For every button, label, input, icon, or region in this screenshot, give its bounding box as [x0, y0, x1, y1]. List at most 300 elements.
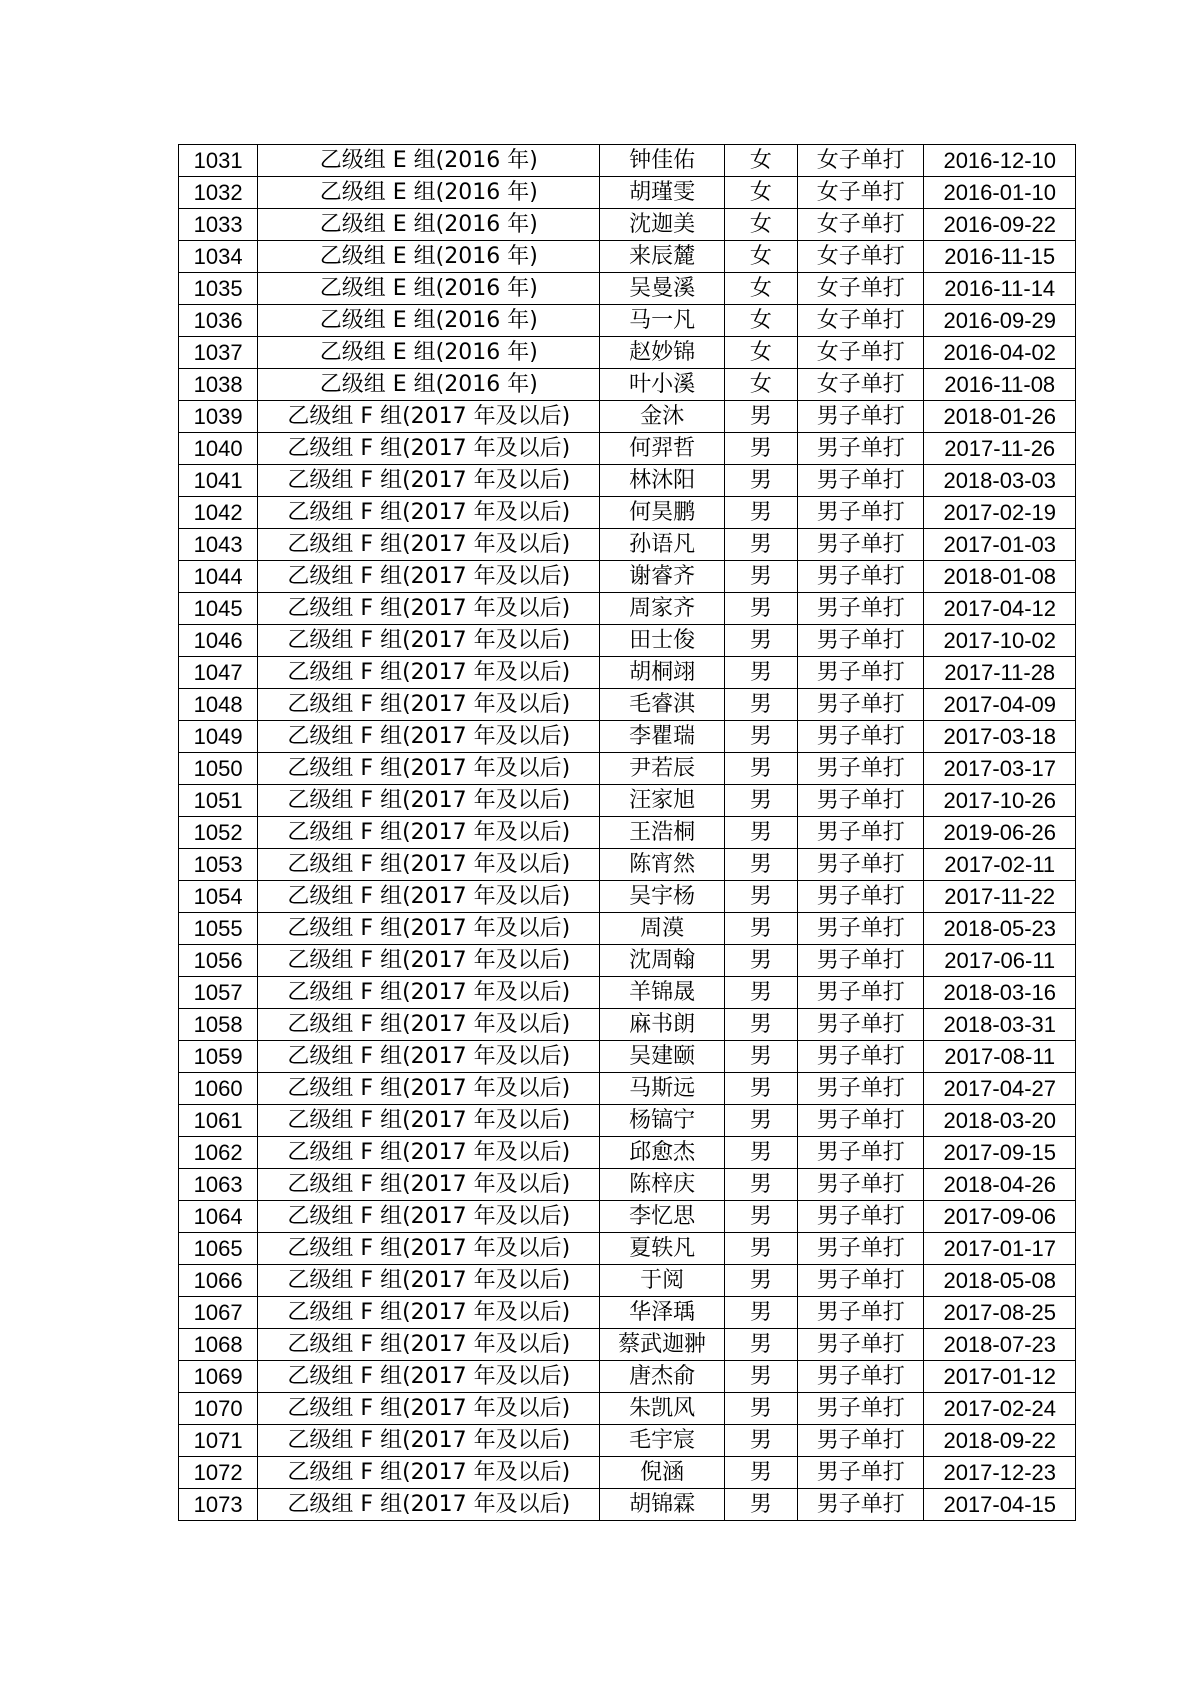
birth-date-cell: 2016-11-14 — [924, 273, 1076, 305]
entry-number-cell: 1064 — [179, 1201, 258, 1233]
player-name-cell: 吴宇杨 — [600, 881, 724, 913]
player-name-cell: 周漠 — [600, 913, 724, 945]
entry-number-cell: 1032 — [179, 177, 258, 209]
gender-cell: 男 — [724, 657, 797, 689]
age-group-cell: 乙级组 F 组(2017 年及以后) — [258, 1457, 600, 1489]
gender-cell: 女 — [724, 337, 797, 369]
event-cell: 男子单打 — [798, 1201, 924, 1233]
entry-number-cell: 1069 — [179, 1361, 258, 1393]
gender-cell: 男 — [724, 1041, 797, 1073]
player-name-cell: 林沐阳 — [600, 465, 724, 497]
player-name-cell: 叶小溪 — [600, 369, 724, 401]
entry-number-cell: 1038 — [179, 369, 258, 401]
gender-cell: 男 — [724, 1329, 797, 1361]
table-row — [179, 785, 1076, 817]
table-row — [179, 1073, 1076, 1105]
gender-cell: 男 — [724, 1169, 797, 1201]
event-cell: 男子单打 — [798, 1297, 924, 1329]
birth-date-cell: 2017-12-23 — [924, 1457, 1076, 1489]
player-name-cell: 汪家旭 — [600, 785, 724, 817]
gender-cell: 男 — [724, 945, 797, 977]
entry-number-cell: 1044 — [179, 561, 258, 593]
entry-number-cell: 1056 — [179, 945, 258, 977]
event-cell: 男子单打 — [798, 1361, 924, 1393]
event-cell: 男子单打 — [798, 753, 924, 785]
age-group-cell: 乙级组 F 组(2017 年及以后) — [258, 945, 600, 977]
player-name-cell: 钟佳佑 — [600, 145, 724, 177]
event-cell: 男子单打 — [798, 1137, 924, 1169]
birth-date-cell: 2017-08-11 — [924, 1041, 1076, 1073]
birth-date-cell: 2018-01-26 — [924, 401, 1076, 433]
table-row — [179, 433, 1076, 465]
birth-date-cell: 2017-08-25 — [924, 1297, 1076, 1329]
birth-date-cell: 2017-01-17 — [924, 1233, 1076, 1265]
age-group-cell: 乙级组 E 组(2016 年) — [258, 305, 600, 337]
age-group-cell: 乙级组 F 组(2017 年及以后) — [258, 721, 600, 753]
player-name-cell: 马斯远 — [600, 1073, 724, 1105]
table-row — [179, 529, 1076, 561]
age-group-cell: 乙级组 F 组(2017 年及以后) — [258, 1361, 600, 1393]
birth-date-cell: 2017-04-15 — [924, 1489, 1076, 1521]
player-name-cell: 朱凯风 — [600, 1393, 724, 1425]
player-name-cell: 孙语凡 — [600, 529, 724, 561]
birth-date-cell: 2017-04-27 — [924, 1073, 1076, 1105]
birth-date-cell: 2017-10-26 — [924, 785, 1076, 817]
entry-number-cell: 1035 — [179, 273, 258, 305]
entry-number-cell: 1034 — [179, 241, 258, 273]
gender-cell: 男 — [724, 1009, 797, 1041]
player-name-cell: 田士俊 — [600, 625, 724, 657]
event-cell: 男子单打 — [798, 913, 924, 945]
birth-date-cell: 2018-01-08 — [924, 561, 1076, 593]
birth-date-cell: 2018-03-31 — [924, 1009, 1076, 1041]
table-row — [179, 849, 1076, 881]
birth-date-cell: 2017-11-22 — [924, 881, 1076, 913]
gender-cell: 男 — [724, 1137, 797, 1169]
gender-cell: 男 — [724, 561, 797, 593]
birth-date-cell: 2016-09-22 — [924, 209, 1076, 241]
table-row — [179, 689, 1076, 721]
entry-number-cell: 1041 — [179, 465, 258, 497]
player-name-cell: 毛宇宸 — [600, 1425, 724, 1457]
gender-cell: 男 — [724, 1361, 797, 1393]
player-name-cell: 华泽瑀 — [600, 1297, 724, 1329]
entry-number-cell: 1063 — [179, 1169, 258, 1201]
entry-number-cell: 1057 — [179, 977, 258, 1009]
event-cell: 男子单打 — [798, 1265, 924, 1297]
age-group-cell: 乙级组 F 组(2017 年及以后) — [258, 817, 600, 849]
age-group-cell: 乙级组 F 组(2017 年及以后) — [258, 1073, 600, 1105]
player-roster-table — [178, 144, 1076, 1521]
player-name-cell: 李忆思 — [600, 1201, 724, 1233]
birth-date-cell: 2017-04-12 — [924, 593, 1076, 625]
entry-number-cell: 1050 — [179, 753, 258, 785]
event-cell: 女子单打 — [798, 241, 924, 273]
entry-number-cell: 1072 — [179, 1457, 258, 1489]
player-name-cell: 李瞿瑞 — [600, 721, 724, 753]
entry-number-cell: 1068 — [179, 1329, 258, 1361]
roster-body — [179, 145, 1076, 1521]
gender-cell: 女 — [724, 273, 797, 305]
gender-cell: 男 — [724, 1105, 797, 1137]
event-cell: 女子单打 — [798, 209, 924, 241]
birth-date-cell: 2018-03-16 — [924, 977, 1076, 1009]
player-name-cell: 谢睿齐 — [600, 561, 724, 593]
age-group-cell: 乙级组 F 组(2017 年及以后) — [258, 625, 600, 657]
table-row — [179, 1425, 1076, 1457]
player-name-cell: 蔡武迦翀 — [600, 1329, 724, 1361]
event-cell: 男子单打 — [798, 689, 924, 721]
entry-number-cell: 1058 — [179, 1009, 258, 1041]
event-cell: 男子单打 — [798, 1169, 924, 1201]
table-row — [179, 1233, 1076, 1265]
table-row — [179, 881, 1076, 913]
entry-number-cell: 1042 — [179, 497, 258, 529]
event-cell: 男子单打 — [798, 785, 924, 817]
entry-number-cell: 1059 — [179, 1041, 258, 1073]
event-cell: 女子单打 — [798, 145, 924, 177]
table-row — [179, 1393, 1076, 1425]
age-group-cell: 乙级组 F 组(2017 年及以后) — [258, 1041, 600, 1073]
player-name-cell: 来辰麓 — [600, 241, 724, 273]
gender-cell: 男 — [724, 721, 797, 753]
birth-date-cell: 2017-02-11 — [924, 849, 1076, 881]
table-row — [179, 1265, 1076, 1297]
birth-date-cell: 2018-09-22 — [924, 1425, 1076, 1457]
player-name-cell: 吴建颐 — [600, 1041, 724, 1073]
player-name-cell: 麻书朗 — [600, 1009, 724, 1041]
birth-date-cell: 2016-11-15 — [924, 241, 1076, 273]
gender-cell: 男 — [724, 497, 797, 529]
age-group-cell: 乙级组 E 组(2016 年) — [258, 145, 600, 177]
age-group-cell: 乙级组 E 组(2016 年) — [258, 369, 600, 401]
gender-cell: 男 — [724, 1265, 797, 1297]
player-name-cell: 毛睿淇 — [600, 689, 724, 721]
table-row — [179, 369, 1076, 401]
event-cell: 男子单打 — [798, 1329, 924, 1361]
gender-cell: 男 — [724, 913, 797, 945]
age-group-cell: 乙级组 F 组(2017 年及以后) — [258, 849, 600, 881]
entry-number-cell: 1053 — [179, 849, 258, 881]
gender-cell: 男 — [724, 465, 797, 497]
age-group-cell: 乙级组 E 组(2016 年) — [258, 209, 600, 241]
event-cell: 女子单打 — [798, 305, 924, 337]
age-group-cell: 乙级组 F 组(2017 年及以后) — [258, 785, 600, 817]
entry-number-cell: 1045 — [179, 593, 258, 625]
gender-cell: 男 — [724, 849, 797, 881]
player-name-cell: 何羿哲 — [600, 433, 724, 465]
entry-number-cell: 1070 — [179, 1393, 258, 1425]
table-row — [179, 497, 1076, 529]
age-group-cell: 乙级组 F 组(2017 年及以后) — [258, 401, 600, 433]
event-cell: 男子单打 — [798, 849, 924, 881]
entry-number-cell: 1073 — [179, 1489, 258, 1521]
event-cell: 女子单打 — [798, 177, 924, 209]
age-group-cell: 乙级组 F 组(2017 年及以后) — [258, 657, 600, 689]
entry-number-cell: 1051 — [179, 785, 258, 817]
player-name-cell: 吴曼溪 — [600, 273, 724, 305]
entry-number-cell: 1065 — [179, 1233, 258, 1265]
player-name-cell: 金沐 — [600, 401, 724, 433]
entry-number-cell: 1060 — [179, 1073, 258, 1105]
gender-cell: 女 — [724, 241, 797, 273]
birth-date-cell: 2017-01-03 — [924, 529, 1076, 561]
birth-date-cell: 2017-10-02 — [924, 625, 1076, 657]
table-row — [179, 913, 1076, 945]
table-row — [179, 241, 1076, 273]
entry-number-cell: 1071 — [179, 1425, 258, 1457]
player-name-cell: 陈梓庆 — [600, 1169, 724, 1201]
event-cell: 男子单打 — [798, 1041, 924, 1073]
event-cell: 男子单打 — [798, 657, 924, 689]
table-row — [179, 1329, 1076, 1361]
birth-date-cell: 2017-04-09 — [924, 689, 1076, 721]
gender-cell: 男 — [724, 593, 797, 625]
birth-date-cell: 2018-04-26 — [924, 1169, 1076, 1201]
table-row — [179, 945, 1076, 977]
player-name-cell: 陈宵然 — [600, 849, 724, 881]
age-group-cell: 乙级组 F 组(2017 年及以后) — [258, 1105, 600, 1137]
gender-cell: 男 — [724, 1073, 797, 1105]
table-row — [179, 465, 1076, 497]
event-cell: 男子单打 — [798, 561, 924, 593]
birth-date-cell: 2018-03-20 — [924, 1105, 1076, 1137]
age-group-cell: 乙级组 F 组(2017 年及以后) — [258, 881, 600, 913]
entry-number-cell: 1067 — [179, 1297, 258, 1329]
birth-date-cell: 2017-03-18 — [924, 721, 1076, 753]
entry-number-cell: 1031 — [179, 145, 258, 177]
gender-cell: 男 — [724, 785, 797, 817]
entry-number-cell: 1062 — [179, 1137, 258, 1169]
event-cell: 男子单打 — [798, 1233, 924, 1265]
event-cell: 男子单打 — [798, 1489, 924, 1521]
entry-number-cell: 1046 — [179, 625, 258, 657]
gender-cell: 男 — [724, 401, 797, 433]
age-group-cell: 乙级组 F 组(2017 年及以后) — [258, 1265, 600, 1297]
table-row — [179, 145, 1076, 177]
event-cell: 男子单打 — [798, 529, 924, 561]
gender-cell: 男 — [724, 529, 797, 561]
player-name-cell: 邱愈杰 — [600, 1137, 724, 1169]
age-group-cell: 乙级组 F 组(2017 年及以后) — [258, 689, 600, 721]
entry-number-cell: 1040 — [179, 433, 258, 465]
birth-date-cell: 2017-09-15 — [924, 1137, 1076, 1169]
birth-date-cell: 2017-02-19 — [924, 497, 1076, 529]
event-cell: 男子单打 — [798, 881, 924, 913]
gender-cell: 男 — [724, 1457, 797, 1489]
event-cell: 男子单打 — [798, 817, 924, 849]
entry-number-cell: 1049 — [179, 721, 258, 753]
event-cell: 男子单打 — [798, 401, 924, 433]
entry-number-cell: 1043 — [179, 529, 258, 561]
gender-cell: 男 — [724, 1393, 797, 1425]
age-group-cell: 乙级组 F 组(2017 年及以后) — [258, 433, 600, 465]
age-group-cell: 乙级组 F 组(2017 年及以后) — [258, 1009, 600, 1041]
player-name-cell: 尹若辰 — [600, 753, 724, 785]
entry-number-cell: 1039 — [179, 401, 258, 433]
table-row — [179, 657, 1076, 689]
gender-cell: 男 — [724, 1425, 797, 1457]
player-name-cell: 胡瑾雯 — [600, 177, 724, 209]
table-row — [179, 337, 1076, 369]
event-cell: 女子单打 — [798, 369, 924, 401]
player-name-cell: 唐杰俞 — [600, 1361, 724, 1393]
player-name-cell: 沈迦美 — [600, 209, 724, 241]
birth-date-cell: 2018-07-23 — [924, 1329, 1076, 1361]
entry-number-cell: 1033 — [179, 209, 258, 241]
gender-cell: 男 — [724, 753, 797, 785]
event-cell: 男子单打 — [798, 721, 924, 753]
gender-cell: 男 — [724, 433, 797, 465]
table-row — [179, 593, 1076, 625]
birth-date-cell: 2017-11-28 — [924, 657, 1076, 689]
age-group-cell: 乙级组 E 组(2016 年) — [258, 241, 600, 273]
table-row — [179, 1137, 1076, 1169]
player-name-cell: 马一凡 — [600, 305, 724, 337]
event-cell: 男子单打 — [798, 1009, 924, 1041]
entry-number-cell: 1047 — [179, 657, 258, 689]
table-row — [179, 1457, 1076, 1489]
birth-date-cell: 2017-03-17 — [924, 753, 1076, 785]
age-group-cell: 乙级组 F 组(2017 年及以后) — [258, 1297, 600, 1329]
birth-date-cell: 2016-12-10 — [924, 145, 1076, 177]
gender-cell: 男 — [724, 1297, 797, 1329]
entry-number-cell: 1061 — [179, 1105, 258, 1137]
event-cell: 男子单打 — [798, 1457, 924, 1489]
age-group-cell: 乙级组 F 组(2017 年及以后) — [258, 913, 600, 945]
table-row — [179, 1169, 1076, 1201]
table-row — [179, 1009, 1076, 1041]
table-row — [179, 817, 1076, 849]
player-name-cell: 沈周翰 — [600, 945, 724, 977]
event-cell: 男子单打 — [798, 593, 924, 625]
age-group-cell: 乙级组 F 组(2017 年及以后) — [258, 1169, 600, 1201]
table-row — [179, 753, 1076, 785]
gender-cell: 女 — [724, 305, 797, 337]
player-name-cell: 羊锦晟 — [600, 977, 724, 1009]
age-group-cell: 乙级组 F 组(2017 年及以后) — [258, 561, 600, 593]
birth-date-cell: 2019-06-26 — [924, 817, 1076, 849]
event-cell: 男子单打 — [798, 1425, 924, 1457]
event-cell: 男子单打 — [798, 497, 924, 529]
gender-cell: 男 — [724, 977, 797, 1009]
player-name-cell: 周家齐 — [600, 593, 724, 625]
gender-cell: 女 — [724, 209, 797, 241]
table-row — [179, 721, 1076, 753]
birth-date-cell: 2017-02-24 — [924, 1393, 1076, 1425]
table-row — [179, 1041, 1076, 1073]
entry-number-cell: 1052 — [179, 817, 258, 849]
age-group-cell: 乙级组 E 组(2016 年) — [258, 337, 600, 369]
table-row — [179, 177, 1076, 209]
player-name-cell: 胡桐翊 — [600, 657, 724, 689]
entry-number-cell: 1055 — [179, 913, 258, 945]
table-row — [179, 1489, 1076, 1521]
birth-date-cell: 2016-04-02 — [924, 337, 1076, 369]
player-name-cell: 王浩桐 — [600, 817, 724, 849]
age-group-cell: 乙级组 F 组(2017 年及以后) — [258, 465, 600, 497]
birth-date-cell: 2018-05-23 — [924, 913, 1076, 945]
table-row — [179, 625, 1076, 657]
table-row — [179, 209, 1076, 241]
birth-date-cell: 2016-11-08 — [924, 369, 1076, 401]
player-name-cell: 杨镐宁 — [600, 1105, 724, 1137]
player-name-cell: 何昊鹏 — [600, 497, 724, 529]
event-cell: 女子单打 — [798, 337, 924, 369]
event-cell: 女子单打 — [798, 273, 924, 305]
table-row — [179, 561, 1076, 593]
gender-cell: 男 — [724, 625, 797, 657]
gender-cell: 男 — [724, 881, 797, 913]
gender-cell: 男 — [724, 689, 797, 721]
age-group-cell: 乙级组 F 组(2017 年及以后) — [258, 1329, 600, 1361]
birth-date-cell: 2017-11-26 — [924, 433, 1076, 465]
event-cell: 男子单打 — [798, 625, 924, 657]
event-cell: 男子单打 — [798, 433, 924, 465]
age-group-cell: 乙级组 F 组(2017 年及以后) — [258, 1201, 600, 1233]
gender-cell: 男 — [724, 1489, 797, 1521]
event-cell: 男子单打 — [798, 1073, 924, 1105]
table-row — [179, 401, 1076, 433]
table-row — [179, 273, 1076, 305]
entry-number-cell: 1066 — [179, 1265, 258, 1297]
birth-date-cell: 2017-06-11 — [924, 945, 1076, 977]
gender-cell: 男 — [724, 817, 797, 849]
table-row — [179, 305, 1076, 337]
entry-number-cell: 1054 — [179, 881, 258, 913]
player-name-cell: 赵妙锦 — [600, 337, 724, 369]
birth-date-cell: 2017-09-06 — [924, 1201, 1076, 1233]
event-cell: 男子单打 — [798, 1393, 924, 1425]
gender-cell: 女 — [724, 177, 797, 209]
age-group-cell: 乙级组 F 组(2017 年及以后) — [258, 1137, 600, 1169]
age-group-cell: 乙级组 F 组(2017 年及以后) — [258, 497, 600, 529]
player-name-cell: 倪涵 — [600, 1457, 724, 1489]
event-cell: 男子单打 — [798, 1105, 924, 1137]
birth-date-cell: 2018-05-08 — [924, 1265, 1076, 1297]
player-name-cell: 于阅 — [600, 1265, 724, 1297]
age-group-cell: 乙级组 F 组(2017 年及以后) — [258, 753, 600, 785]
table-row — [179, 1297, 1076, 1329]
age-group-cell: 乙级组 E 组(2016 年) — [258, 177, 600, 209]
table-row — [179, 1105, 1076, 1137]
player-name-cell: 胡锦霖 — [600, 1489, 724, 1521]
event-cell: 男子单打 — [798, 977, 924, 1009]
table-row — [179, 977, 1076, 1009]
birth-date-cell: 2018-03-03 — [924, 465, 1076, 497]
age-group-cell: 乙级组 F 组(2017 年及以后) — [258, 593, 600, 625]
event-cell: 男子单打 — [798, 465, 924, 497]
player-name-cell: 夏轶凡 — [600, 1233, 724, 1265]
age-group-cell: 乙级组 F 组(2017 年及以后) — [258, 1233, 600, 1265]
birth-date-cell: 2017-01-12 — [924, 1361, 1076, 1393]
table-row — [179, 1361, 1076, 1393]
gender-cell: 男 — [724, 1233, 797, 1265]
table-row — [179, 1201, 1076, 1233]
birth-date-cell: 2016-09-29 — [924, 305, 1076, 337]
event-cell: 男子单打 — [798, 945, 924, 977]
entry-number-cell: 1048 — [179, 689, 258, 721]
age-group-cell: 乙级组 E 组(2016 年) — [258, 273, 600, 305]
gender-cell: 男 — [724, 1201, 797, 1233]
age-group-cell: 乙级组 F 组(2017 年及以后) — [258, 977, 600, 1009]
age-group-cell: 乙级组 F 组(2017 年及以后) — [258, 1489, 600, 1521]
age-group-cell: 乙级组 F 组(2017 年及以后) — [258, 1393, 600, 1425]
gender-cell: 女 — [724, 145, 797, 177]
birth-date-cell: 2016-01-10 — [924, 177, 1076, 209]
age-group-cell: 乙级组 F 组(2017 年及以后) — [258, 529, 600, 561]
age-group-cell: 乙级组 F 组(2017 年及以后) — [258, 1425, 600, 1457]
